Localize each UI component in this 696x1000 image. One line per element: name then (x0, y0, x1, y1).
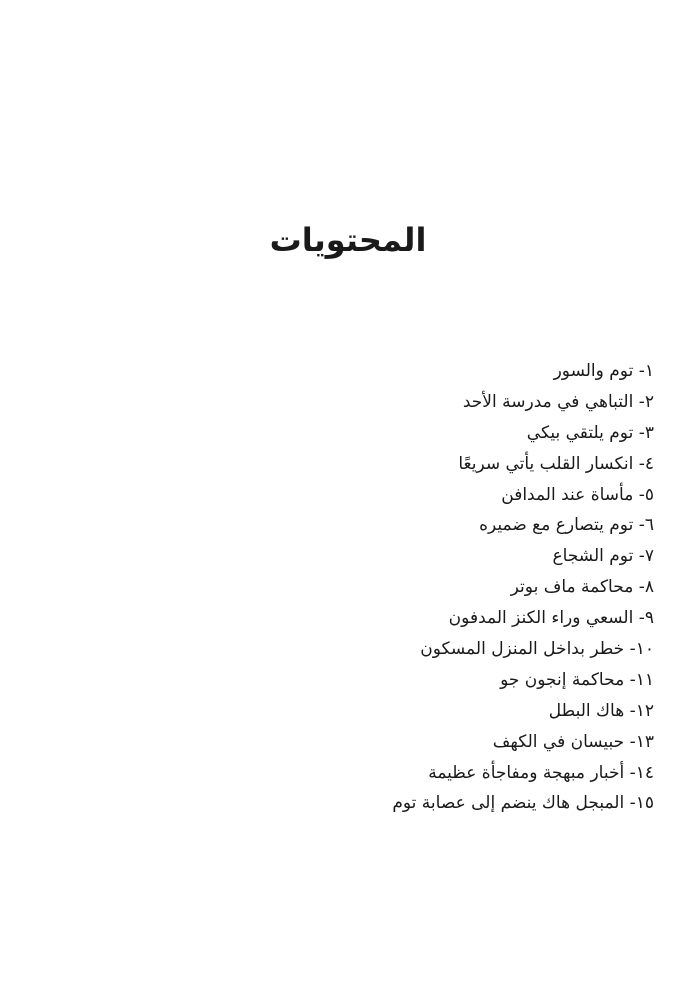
toc-entry-4: ٤- انكسار القلب يأتي سريعًا (458, 453, 654, 474)
toc-entry-8: ٨- محاكمة ماف بوتر (510, 577, 654, 598)
toc-entry-10: ١٠- خطر بداخل المنزل المسكون (420, 639, 654, 660)
toc-entry-1: ١- توم والسور (553, 361, 654, 381)
toc-entry-6: ٦- توم يتصارع مع ضميره (479, 515, 654, 536)
toc-entry-11: ١١- محاكمة إنجون جو (500, 669, 654, 690)
toc-entry-3: ٣- توم يلتقي بيكي (526, 422, 654, 443)
page-title: المحتويات (269, 221, 427, 259)
toc-entry-15: ١٥- المبجل هاك ينضم إلى عصابة توم (392, 793, 654, 814)
toc-entry-5: ٥- مأساة عند المدافن (501, 484, 654, 505)
toc-entry-2: ٢- التباهي في مدرسة الأحد (462, 391, 654, 412)
toc-entry-13: ١٣- حبيسان في الكهف (492, 731, 654, 752)
toc-entry-7: ٧- توم الشجاع (552, 546, 654, 567)
toc-entry-14: ١٤- أخبار مبهجة ومفاجأة عظيمة (428, 762, 654, 783)
table-of-contents (94, 356, 654, 819)
toc-entry-9: ٩- السعي وراء الكنز المدفون (448, 608, 654, 629)
toc-entry-12: ١٢- هاك البطل (548, 700, 654, 721)
